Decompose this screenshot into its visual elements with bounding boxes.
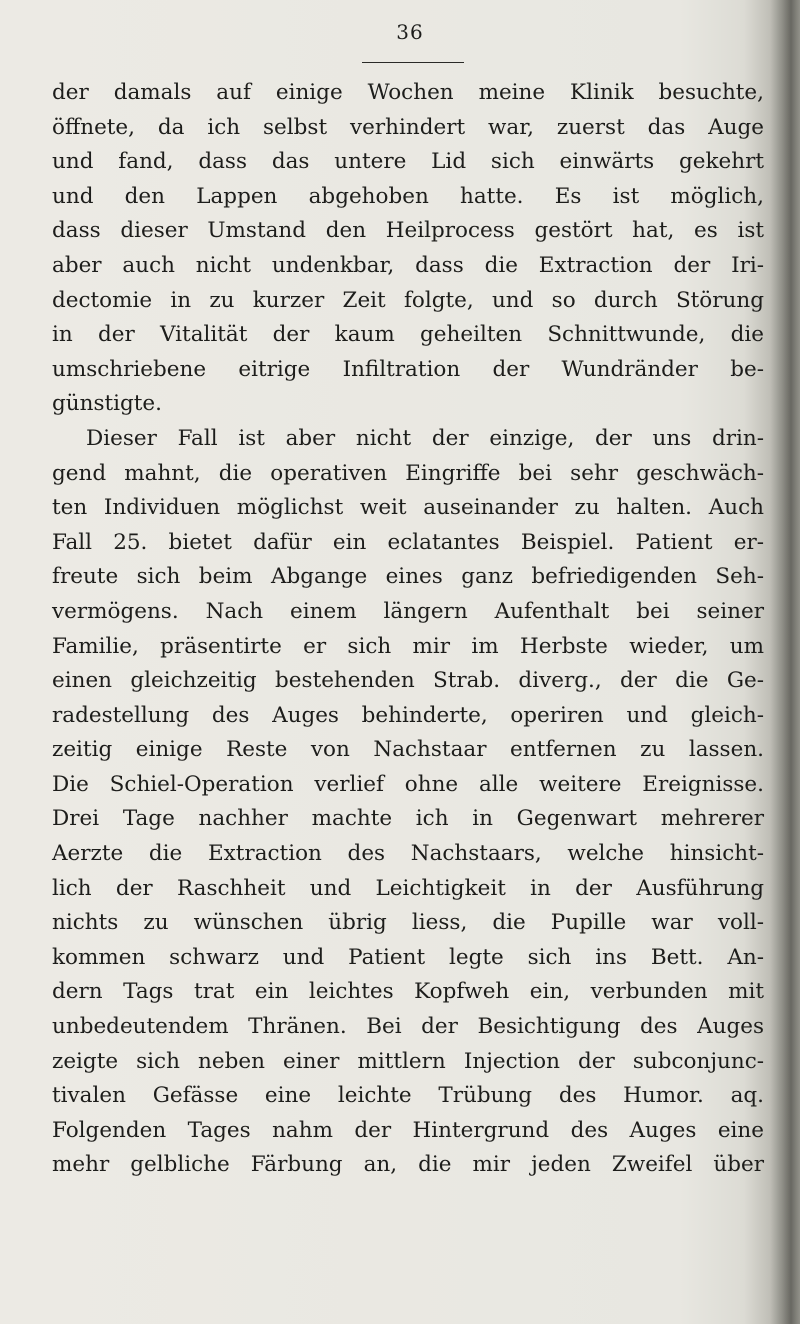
text-line: Die Schiel-Operation verlief ohne alle weitere Ereignisse.	[52, 771, 764, 797]
text-line: aber auch nicht undenkbar, dass die Extraction der Iri-	[52, 252, 764, 278]
text-line: umschriebene eitrige Infiltration der Wundränder be-	[52, 356, 764, 382]
text-line: und den Lappen abgehoben hatte. Es ist möglich,	[52, 183, 764, 209]
text-line: nichts zu wünschen übrig liess, die Pupille war voll-	[52, 910, 764, 936]
text-line: dectomie in zu kurzer Zeit folgte, und so durch Störung	[52, 287, 764, 313]
paragraph-end-line: günstigte.	[52, 391, 162, 417]
text-line: unbedeutendem Thränen. Bei der Besichtigung des Auges	[52, 1014, 764, 1040]
text-line: in der Vitalität der kaum geheilten Schnittwunde, die	[52, 322, 764, 348]
text-line: öffnete, da ich selbst verhindert war, zuerst das Auge	[52, 114, 764, 140]
text-line: Folgenden Tages nahm der Hintergrund des Auges eine	[52, 1117, 764, 1143]
text-line: vermögens. Nach einem längern Aufenthalt bei seiner	[52, 598, 764, 624]
text-line: dass dieser Umstand den Heilprocess gestört hat, es ist	[52, 218, 764, 244]
paragraph-start-line: Dieser Fall ist aber nicht der einzige, der uns drin-	[86, 425, 764, 451]
text-line: lich der Raschheit und Leichtigkeit in der Ausführung	[52, 875, 764, 901]
text-line: einen gleichzeitig bestehenden Strab. diverg., der die Ge-	[52, 668, 764, 694]
text-line: und fand, dass das untere Lid sich einwärts gekehrt	[52, 149, 764, 175]
text-line: Drei Tage nachher machte ich in Gegenwart mehrerer	[52, 806, 764, 832]
text-line: ten Individuen möglichst weit auseinander zu halten. Auch	[52, 495, 764, 521]
page-number: 36	[396, 20, 424, 44]
header-rule	[362, 62, 464, 63]
text-line: der damals auf einige Wochen meine Klinik besuchte,	[52, 80, 764, 105]
text-line: mehr gelbliche Färbung an, die mir jeden Zweifel über	[52, 1152, 764, 1178]
text-line: radestellung des Auges behinderte, operiren und gleich-	[52, 702, 764, 728]
text-line: tivalen Gefässe eine leichte Trübung des Humor. aq.	[52, 1083, 764, 1109]
text-line: Fall 25. bietet dafür ein eclatantes Beispiel. Patient er-	[52, 529, 764, 555]
text-line: Familie, präsentirte er sich mir im Herbste wieder, um	[52, 633, 764, 659]
text-line: zeitig einige Reste von Nachstaar entfernen zu lassen.	[52, 737, 764, 763]
text-line: Aerzte die Extraction des Nachstaars, welche hinsicht-	[52, 841, 764, 867]
text-line: kommen schwarz und Patient legte sich ins Bett. An-	[52, 944, 764, 970]
text-line: dern Tags trat ein leichtes Kopfweh ein, verbunden mit	[52, 979, 764, 1005]
text-line: zeigte sich neben einer mittlern Injection der subconjunc-	[52, 1048, 764, 1074]
text-line: freute sich beim Abgange eines ganz befriedigenden Seh-	[52, 564, 764, 590]
text-line: gend mahnt, die operativen Eingriffe bei sehr geschwäch-	[52, 460, 764, 486]
page-gutter-shadow	[770, 0, 800, 1324]
body-text	[52, 76, 764, 1183]
